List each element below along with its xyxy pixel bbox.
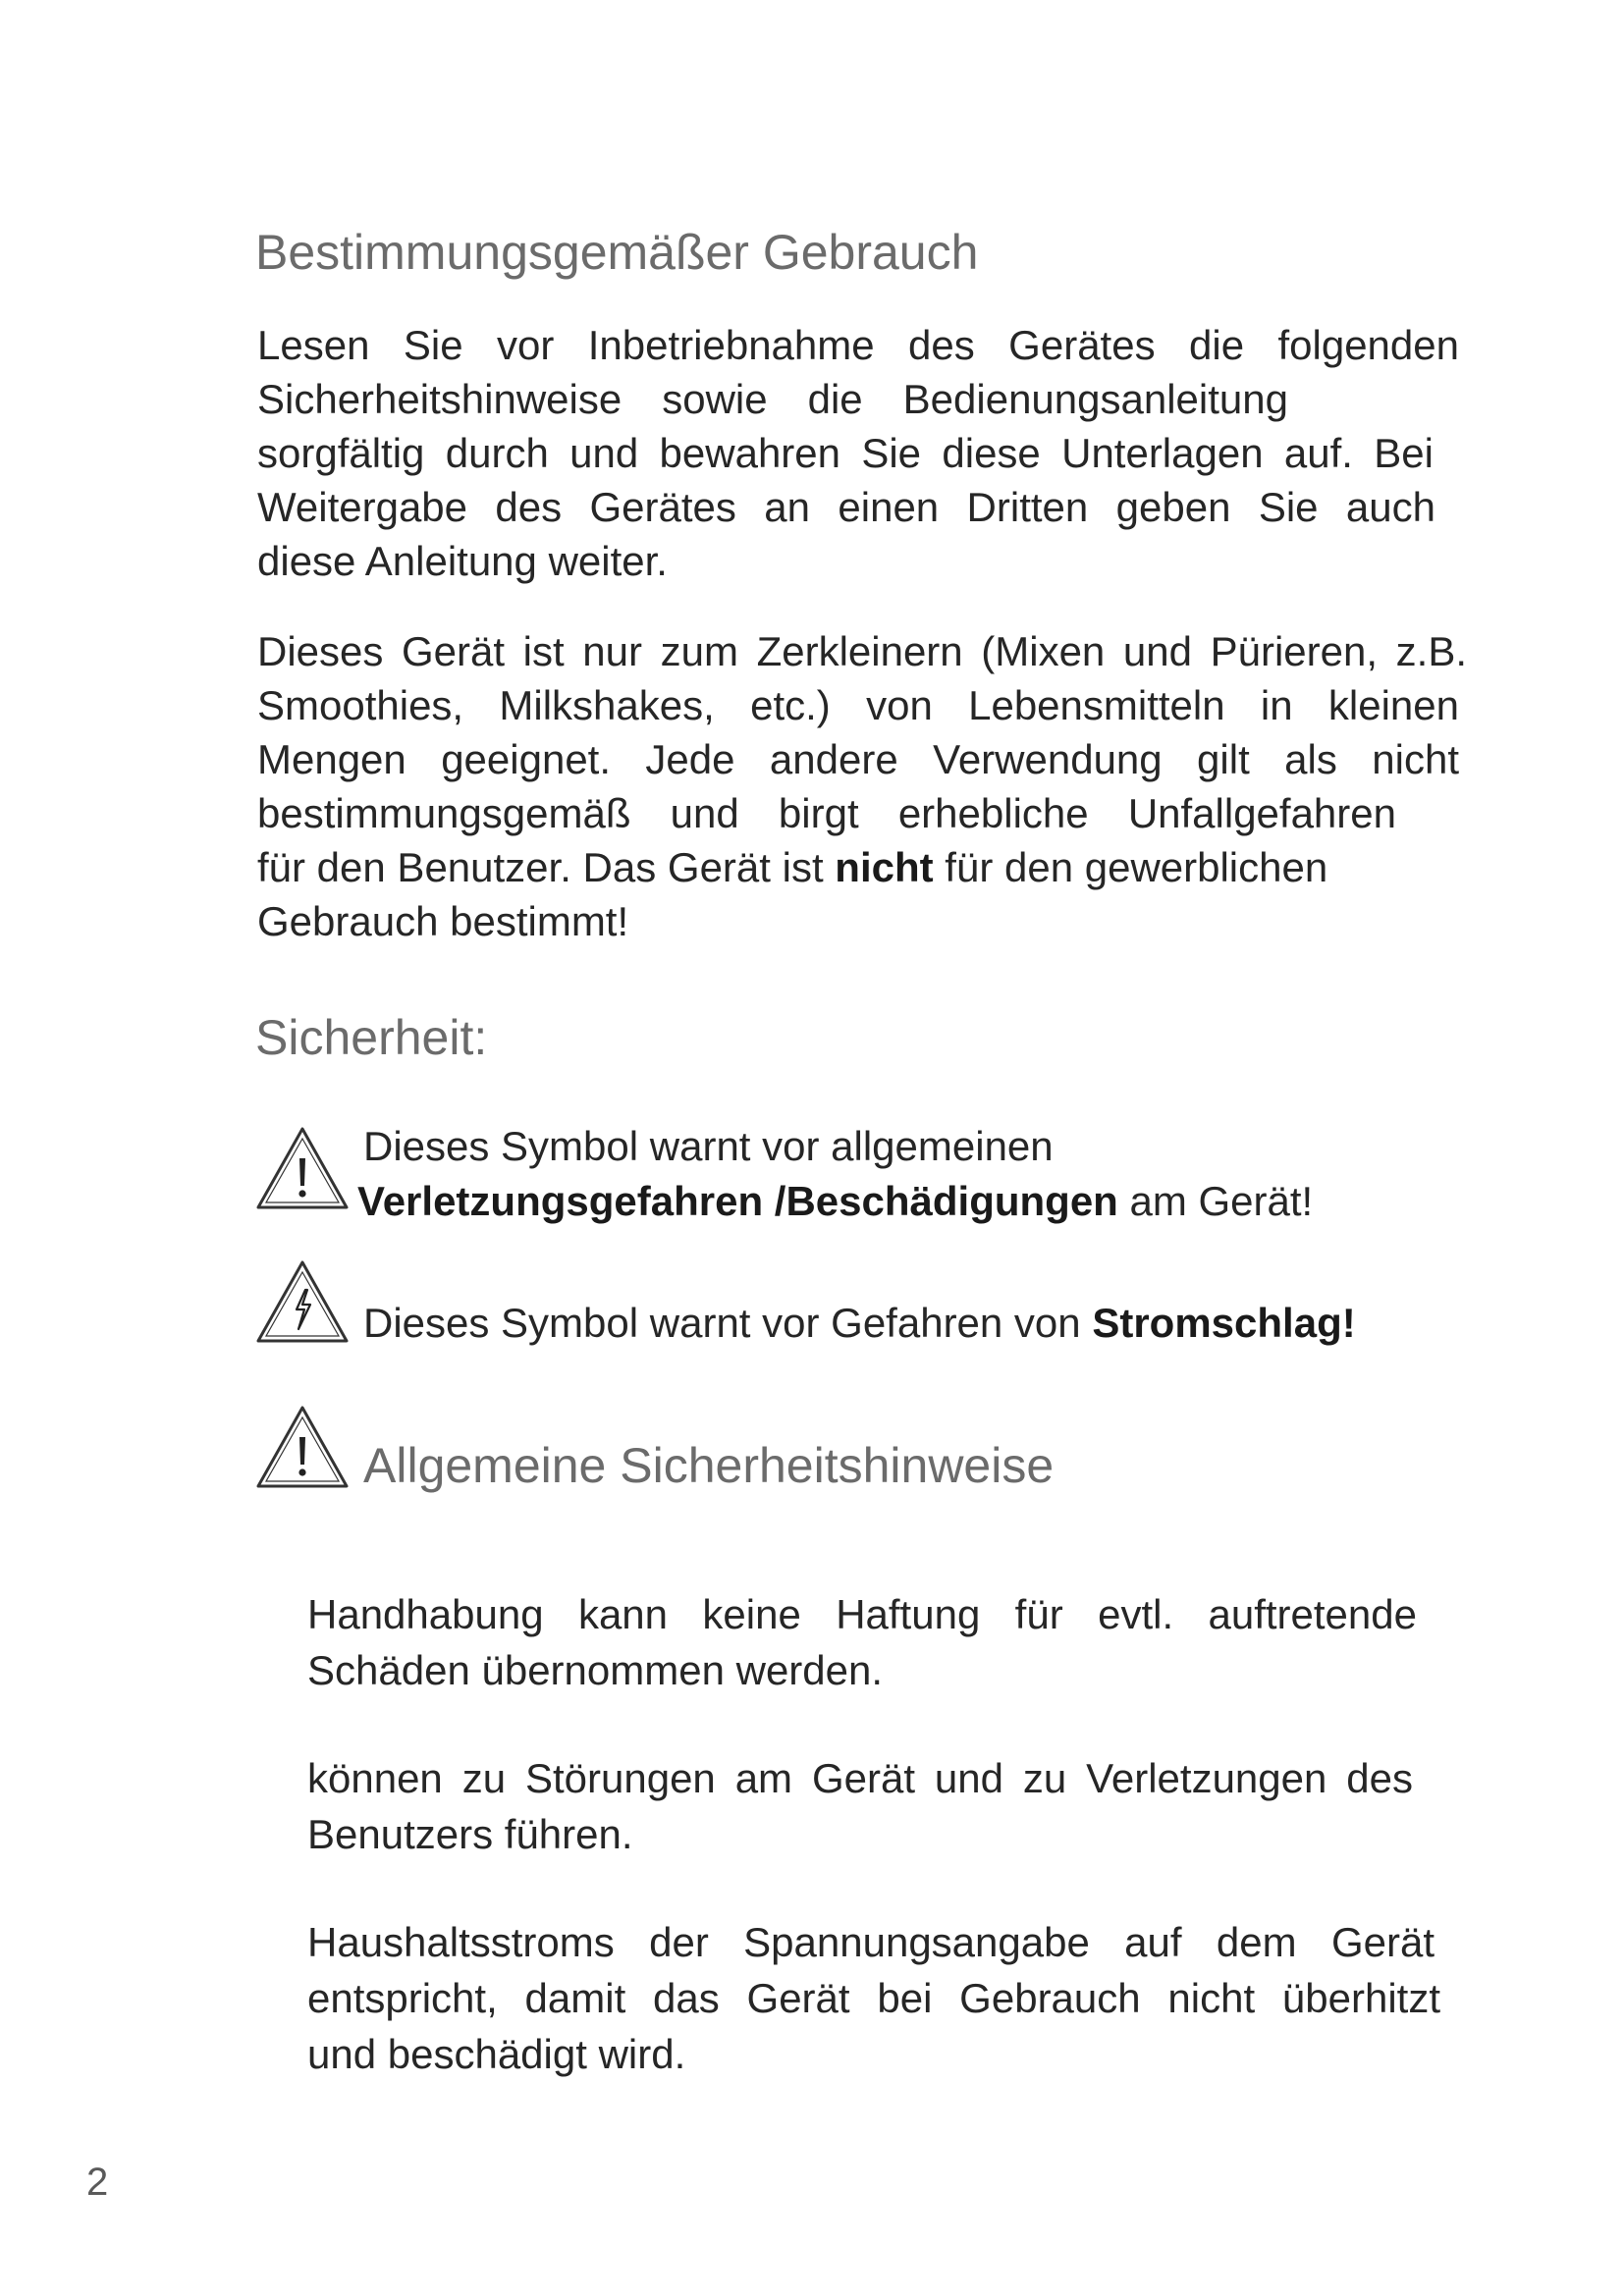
symbol-general-line2 (357, 1174, 1313, 1229)
text-fragment: Dieses Symbol warnt vor Gefahren von (363, 1300, 1093, 1346)
safety-item (307, 1586, 1436, 1698)
emphasis-electric-shock: Stromschlag! (1092, 1300, 1356, 1346)
text-line: Mengen geeignet. Jede andere Verwendung gilt als nicht (257, 736, 1459, 782)
text-line: Benutzers führen. (307, 1811, 633, 1857)
heading-safety: Sicherheit: (255, 1010, 488, 1065)
text-fragment: für den gewerblichen (933, 844, 1328, 890)
warning-exclamation-icon (255, 1125, 350, 1211)
text-line: bestimmungsgemäß und birgt erhebliche Unfallgefahren (257, 790, 1396, 836)
safety-item (307, 1750, 1436, 1862)
text-line: und beschädigt wird. (307, 2031, 686, 2077)
text-line: Sicherheitshinweise sowie die Bedienungsanleitung (257, 376, 1288, 422)
heading-intended-use: Bestimmungsgemäßer Gebrauch (255, 225, 979, 280)
text-line: Dieses Gerät ist nur zum Zerkleinern (Mixen und Pürieren, z.B. (257, 628, 1467, 674)
warning-electric-icon (255, 1258, 350, 1345)
text-line: diese Anleitung weiter. (257, 538, 668, 584)
text-line: Lesen Sie vor Inbetriebnahme des Gerätes die folgenden (257, 322, 1459, 368)
text-line: sorgfältig durch und bewahren Sie diese Unterlagen auf. Bei (257, 430, 1434, 476)
heading-general-safety: Allgemeine Sicherheitshinweise (363, 1438, 1055, 1493)
paragraph-intended-use (257, 624, 1467, 948)
symbol-electric-text (363, 1296, 1356, 1351)
page-number: 2 (86, 2161, 109, 2204)
text-line: Haushaltsstroms der Spannungsangabe auf dem Gerät (307, 1919, 1435, 1965)
text-line: Handhabung kann keine Haftung für evtl. auftretende (307, 1591, 1417, 1637)
text-line: Schäden übernommen werden. (307, 1647, 884, 1693)
paragraph-read-instructions (257, 318, 1459, 588)
text-line: Weitergabe des Gerätes an einen Dritten geben Sie auch (257, 484, 1435, 530)
text-line: Smoothies, Milkshakes, etc.) von Lebensmitteln in kleinen (257, 682, 1459, 728)
text-line: Gebrauch bestimmt! (257, 898, 629, 944)
warning-exclamation-icon (255, 1404, 350, 1490)
emphasis-injury-damage: Verletzungsgefahren /Beschädigungen (357, 1178, 1118, 1224)
text-fragment: am Gerät! (1117, 1178, 1314, 1224)
safety-item (307, 1914, 1440, 2082)
text-line: können zu Störungen am Gerät und zu Verletzungen des (307, 1755, 1413, 1801)
symbol-general-line1: Dieses Symbol warnt vor allgemeinen (363, 1123, 1054, 1169)
text-line-with-emphasis (257, 840, 1459, 894)
text-line: entspricht, damit das Gerät bei Gebrauch nicht überhitzt (307, 1975, 1440, 2021)
text-fragment: für den Benutzer. Das Gerät ist (257, 844, 836, 890)
emphasis-not: nicht (835, 844, 934, 890)
